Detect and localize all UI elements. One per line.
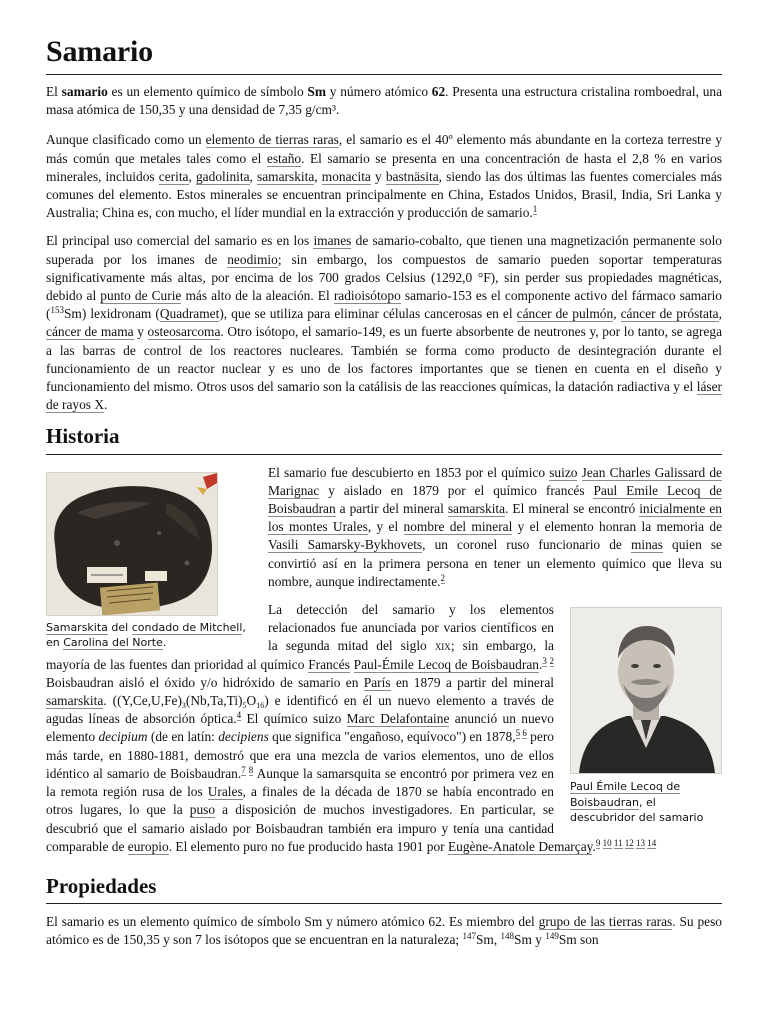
text: Sm,: [475, 932, 501, 948]
text: .: [104, 397, 108, 413]
text: ; sin embargo, la mayoría de las fuentes dan prioridad al químico: [46, 638, 554, 672]
isotope-superscript: 148: [500, 931, 515, 942]
link-grupo-tierras-raras[interactable]: grupo de las tierras raras: [538, 914, 673, 930]
text: ; sin embargo, los compuestos de samario pueden soportar temperaturas significativamente más altas, por encima de los 700 grados Celsius (1292,0 °F), sin perder sus propiedades magnéticas, debido al: [46, 251, 722, 304]
link-montes-urales[interactable]: inicialmente en los montes Urales: [268, 501, 722, 535]
figure-caption: [46, 620, 254, 651]
text: anunció un nuevo elemento: [46, 711, 554, 745]
link-urales[interactable]: Urales: [207, 784, 243, 800]
caption-link-boisbaudran[interactable]: Paul Émile Lecoq de Boisbaudran: [570, 780, 681, 809]
text: y: [370, 168, 386, 184]
text: en 1879 a partir del mineral: [390, 674, 554, 690]
text: del: [107, 620, 132, 634]
formula-subscript: 16: [256, 701, 265, 711]
reference-link[interactable]: 5: [515, 728, 521, 739]
reference-marker: [516, 728, 527, 739]
reference-link[interactable]: 7: [241, 764, 246, 775]
italic-term: decipium: [98, 729, 148, 745]
text: . El samario se presenta en una concentración de hasta el 2,8 % en varios minerales, incluidos: [46, 150, 722, 184]
reference-marker: [441, 573, 446, 584]
link-delafontaine[interactable]: Marc Delafontaine: [346, 711, 450, 727]
text: . Presenta una estructura cristalina romboedral, una masa atómica de 150,35 y una densidad de 7,35 g/cm³.: [46, 84, 723, 118]
text: . El mineral se encontró: [505, 501, 640, 517]
reference-link[interactable]: 2: [440, 572, 446, 583]
isotope-superscript: 153: [50, 305, 64, 316]
reference-link[interactable]: 14: [647, 837, 657, 848]
reference-link[interactable]: 8: [248, 764, 254, 775]
text: , en: [46, 620, 246, 650]
text: El químico suizo: [241, 711, 347, 727]
text: El principal uso comercial del samario es en los: [46, 233, 314, 249]
section-heading-historia: Historia: [46, 424, 722, 454]
page-title: Samario: [46, 34, 722, 75]
text: Boisbaudran aisló el óxido y/o hidróxido de samario en: [46, 674, 364, 690]
link-punto-de-curie[interactable]: punto de Curie: [100, 288, 182, 304]
reference-link[interactable]: 6: [522, 728, 527, 739]
text: (de en latín:: [147, 729, 219, 745]
text: O: [246, 693, 257, 709]
link-puso[interactable]: puso: [189, 802, 216, 818]
figure-caption: [570, 779, 722, 826]
section-heading-propiedades: Propiedades: [46, 874, 722, 904]
isotope-superscript: 149: [545, 931, 559, 942]
text: ,: [613, 306, 621, 322]
text: (Nb,Ta,Ti): [185, 693, 243, 709]
text: es un elemento químico de símbolo: [107, 84, 308, 99]
text: a disposición de muchos investigadores. En particular, se descubrió que el samario aislado por Boisbaudran también era impuro y tenía una cantidad comparable de: [46, 802, 554, 854]
intro-paragraph: [46, 83, 722, 119]
link-demarcay[interactable]: Eugène-Anatole Demarçay: [447, 838, 593, 854]
text: más alto de la aleación. El: [181, 288, 334, 304]
reference-link[interactable]: 10: [602, 837, 612, 848]
text: El samario es un elemento químico de símbolo Sm y número atómico 62. Es miembro del: [46, 914, 539, 930]
boisbaudran-portrait[interactable]: [570, 607, 722, 774]
link-frances[interactable]: Francés: [308, 656, 350, 672]
text: ) e identificó en él un nuevo elemento a través de agudas líneas de absorción óptica.: [46, 693, 554, 727]
link-samarskita[interactable]: samarskita: [447, 501, 506, 517]
samarskita-photo[interactable]: [46, 472, 218, 616]
text: El: [46, 84, 62, 99]
text: . ((Y,Ce,U,Fe): [103, 693, 182, 709]
link-suizo[interactable]: suizo: [549, 464, 578, 480]
reference-link[interactable]: 3: [542, 655, 547, 666]
reference-link[interactable]: 2: [549, 655, 554, 666]
link-minas[interactable]: minas: [630, 537, 663, 553]
link-marignac[interactable]: Jean Charles Galissard de Marignac: [268, 464, 722, 498]
bold-term: 62: [431, 84, 446, 99]
propiedades-paragraph-1: [46, 913, 722, 949]
link-tierras-raras[interactable]: elemento de tierras raras: [205, 132, 339, 148]
text: pero más tarde, en 1880-1881, demostró que era una mezcla de varios elementos, uno de ellos idéntico al samario de Boisbaudran.: [46, 729, 554, 781]
text: ,: [249, 168, 258, 184]
link-quadramet[interactable]: Quadramet: [159, 306, 220, 322]
historia-section: [46, 424, 722, 855]
text: , y el: [367, 519, 404, 535]
link-cancer-de-pulmon[interactable]: cáncer de pulmón: [516, 306, 614, 322]
link-laser-de-rayos-x[interactable]: láser de rayos X: [46, 379, 722, 413]
link-boisbaudran[interactable]: Paul Emile Lecoq de Boisbaudran: [268, 482, 722, 517]
text: de samario-cobalto, que tienen una magnetización permanente solo superada por los imanes de: [46, 233, 722, 267]
link-samarskita[interactable]: samarskita: [257, 168, 315, 184]
link-paris[interactable]: París: [363, 674, 391, 690]
link-cerita[interactable]: cerita: [158, 168, 189, 184]
caption-link-samarskita[interactable]: Samarskita: [46, 620, 108, 634]
text: , un coronel ruso funcionario de: [422, 537, 631, 553]
link-monacita[interactable]: monacita: [321, 168, 371, 184]
text: y número atómico: [326, 84, 432, 99]
text: samario-153 es el componente activo del fármaco samario (: [46, 288, 722, 322]
text: y el elemento honran la memoria de: [512, 519, 723, 535]
italic-term: decipiens: [218, 729, 269, 745]
text: ,: [314, 168, 322, 184]
text: El samario fue descubierto en 1853 por el químico: [268, 464, 550, 480]
link-cancer-de-prostata[interactable]: cáncer de próstata: [620, 306, 719, 322]
link-osteosarcoma[interactable]: osteosarcoma: [147, 324, 221, 340]
link-gadolinita[interactable]: gadolinita: [195, 168, 250, 184]
text: , el samario es el 40º elemento más abundante en la corteza terrestre y más común que metales tales como el: [46, 132, 723, 166]
formula-subscript: 5: [242, 701, 247, 711]
isotope-superscript: 147: [462, 931, 476, 942]
reference-marker: [542, 656, 554, 667]
text: La detección del samario y los elementos relacionados fue anunciada por varios científicos en la segunda mitad del siglo: [268, 602, 554, 654]
link-radioisotopo[interactable]: radioisótopo: [333, 288, 401, 304]
caption-link-condado-de-mitchell[interactable]: condado de Mitchell: [131, 620, 243, 634]
propiedades-section: [46, 866, 722, 950]
link-boisbaudran[interactable]: Paul-Émile Lecoq de Boisbaudran: [353, 656, 539, 672]
link-europio[interactable]: europio: [127, 838, 169, 854]
text: .: [592, 838, 596, 854]
reference-link[interactable]: 9: [595, 837, 601, 848]
abundance-paragraph: [46, 131, 722, 222]
link-samarsky-bykhovets[interactable]: Vasili Samarsky-Bykhovets: [268, 537, 423, 553]
text: Aunque clasificado como un: [46, 132, 206, 148]
text: Sm son: [558, 932, 599, 948]
text: y aislado en 1879 por el químico francés: [319, 482, 594, 498]
text: , a finales de la década de 1870 se había encontrado en otros lugares, lo que la: [46, 784, 554, 818]
link-samarskita[interactable]: samarskita: [46, 693, 104, 709]
text: Sm) lexidronam (: [63, 306, 160, 322]
link-neodimio[interactable]: neodimio: [227, 251, 278, 267]
uses-paragraph: [46, 232, 722, 414]
link-estano[interactable]: estaño: [266, 150, 302, 166]
reference-link[interactable]: 13: [636, 837, 646, 848]
text: , el descubridor del samario: [570, 795, 704, 825]
text: Aunque la samarsquita se encontró por primera vez en la remota región rusa de los: [46, 765, 555, 800]
text: quien se convirtió así en la primera persona en tener un elemento químico que lleva su nombre, aunque indirectamente.: [268, 537, 722, 589]
text: . Su peso atómico es de 150,35 y son 7 los isótopos que se encuentran en la naturaleza;: [46, 914, 723, 948]
figure-boisbaudran: [570, 607, 722, 826]
caption-link-carolina-del-norte[interactable]: Carolina del Norte: [63, 636, 163, 650]
text: , siendo las dos últimas las fuentes comerciales más comunes del elemento. Estos minerales se encuentran principalmente en China, Estados Unidos, Brasil, India, Sri Lanka y Australia; China es, con mucho, el líder mundial en la extracción y producción de samario.: [46, 168, 722, 221]
text: a partir del mineral: [335, 501, 448, 517]
article: [46, 0, 722, 950]
reference-marker: [596, 838, 656, 849]
reference-link[interactable]: 12: [624, 837, 634, 848]
formula-subscript: 3: [181, 701, 186, 711]
text: ,: [718, 306, 722, 322]
text: .: [162, 636, 167, 650]
link-imanes[interactable]: imanes: [313, 233, 352, 249]
reference-marker: [241, 765, 253, 776]
century-numeral: xix: [434, 638, 451, 654]
text: ), que se utiliza para eliminar células cancerosas en el: [219, 306, 517, 322]
text: .: [538, 656, 543, 672]
text: y: [133, 324, 148, 340]
text: que significa "engañoso, equívoco") en 1878,: [268, 729, 516, 745]
reference-link[interactable]: 4: [236, 710, 242, 721]
link-nombre-del-mineral[interactable]: nombre del mineral: [403, 519, 513, 535]
figure-samarskita: [46, 472, 254, 651]
text: . Otro isótopo, el samario-149, es un fuerte absorbente de neutrones y, por lo tanto, se agrega a las barras de control de los reactores nucleares. También se forma como producto de desintegración durante el funcionamiento de un reactor nuclear y es uno de los factores importantes que se tienen en cuenta en el diseño y funcionamiento del mismo. Otros usos del samario son la catálisis de las reacciones químicas, la datación radiactiva y el: [46, 324, 723, 395]
reference-link[interactable]: 11: [613, 837, 623, 848]
text: ,: [188, 168, 196, 184]
link-cancer-de-mama[interactable]: cáncer de mama: [46, 324, 134, 340]
reference-marker: [533, 204, 538, 215]
bold-term: Sm: [307, 84, 327, 99]
text: Sm y: [514, 932, 546, 948]
text: . El elemento puro no fue producido hasta 1901 por: [168, 838, 448, 854]
reference-link[interactable]: 1: [532, 204, 538, 215]
bold-term: samario: [61, 84, 108, 99]
link-bastnasita[interactable]: bastnäsita: [385, 168, 439, 184]
